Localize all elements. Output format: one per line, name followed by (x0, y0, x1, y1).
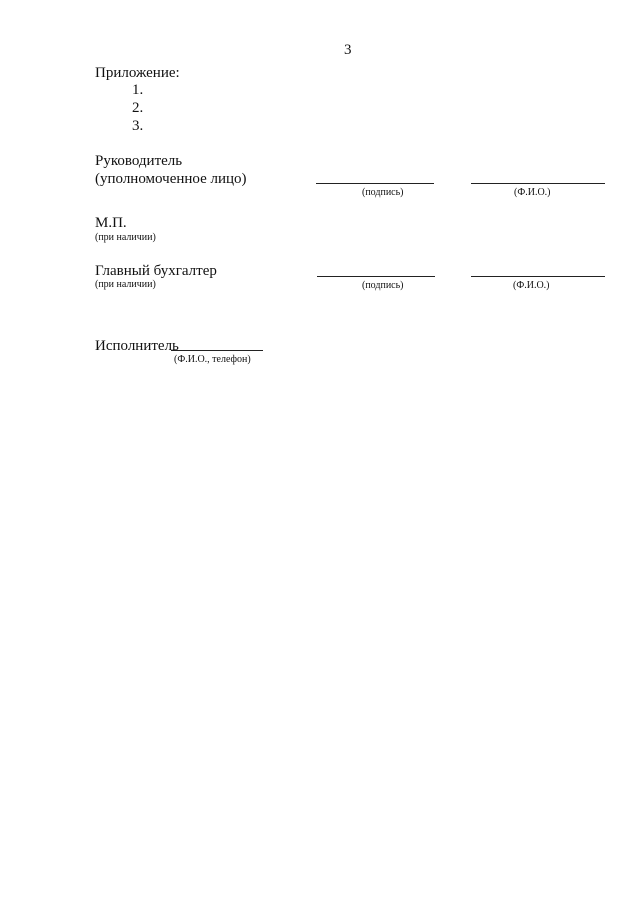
accountant-signature-caption: (подпись) (362, 280, 404, 291)
head-name-caption: (Ф.И.О.) (514, 187, 551, 198)
accountant-name-line (471, 276, 605, 277)
stamp-note: (при наличии) (95, 232, 156, 243)
executor-caption: (Ф.И.О., телефон) (174, 354, 251, 365)
accountant-name-caption: (Ф.И.О.) (513, 280, 550, 291)
appendix-title: Приложение: (95, 65, 180, 81)
page-number: 3 (344, 42, 352, 58)
accountant-signature-line (317, 276, 435, 277)
appendix-item-3: 3. (132, 118, 144, 134)
head-title-subtitle: (уполномоченное лицо) (95, 171, 247, 187)
head-signature-line (316, 183, 434, 184)
executor-label: Исполнитель (95, 338, 179, 354)
head-signature-caption: (подпись) (362, 187, 404, 198)
appendix-item-2: 2. (132, 100, 144, 116)
appendix-item-1: 1. (132, 82, 144, 98)
head-name-line (471, 183, 605, 184)
stamp-label: М.П. (95, 215, 127, 231)
accountant-title: Главный бухгалтер (95, 263, 217, 279)
accountant-note: (при наличии) (95, 279, 156, 290)
executor-line (171, 350, 263, 351)
head-title: Руководитель (95, 153, 183, 169)
